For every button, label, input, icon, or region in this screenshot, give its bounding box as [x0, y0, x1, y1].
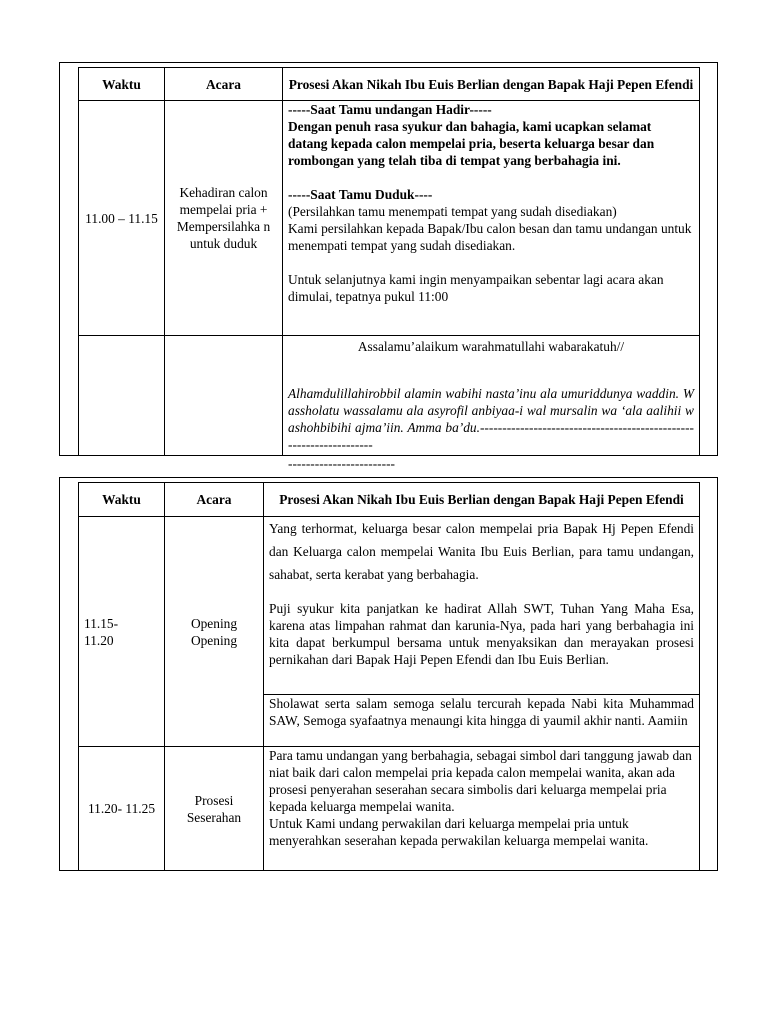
opening-prosesi [264, 517, 700, 695]
row-opening-waktu: 11.15- 11.20 [79, 517, 165, 747]
header-prosesi: Prosesi Akan Nikah Ibu Euis Berlian dengan Bapak Haji Pepen Efendi [283, 68, 700, 101]
closing-text: Untuk selanjutnya kami ingin menyampaikan sebentar lagi acara akan dimulai, tepatnya pukul 11:00 [288, 272, 664, 304]
seserahan-text-2: Untuk Kami undang perwakilan dari keluarga mempelai pria untuk menyerahkan seserahan kepada perwakilan keluarga mempelai wanita. [269, 816, 649, 848]
acara-line-2: Opening [190, 632, 238, 648]
header-acara: Acara [165, 483, 264, 517]
schedule-table-2 [78, 482, 700, 871]
acara-line-1: Opening [190, 615, 238, 631]
row2-acara [165, 336, 283, 456]
row-opening-acara [165, 517, 264, 747]
doa-text: Alhamdulillahirobbil alamin wabihi nasta’inu ala umuriddunya waddin. Wassholatu wassalamu ala asyrofil anbiyaa-i wal mursalin wa ‘ala aalihii washohbibihi ajma’iin. Amma ba’du.------------------------------------------------------------------- [288, 386, 694, 452]
header-waktu: Waktu [79, 68, 165, 101]
header-acara: Acara [165, 68, 283, 101]
row-seserahan-waktu: 11.20- 11.25 [79, 747, 165, 871]
row2-waktu [79, 336, 165, 456]
row1-acara: Kehadiran calon mempelai pria + Mempersilahka n untuk duduk [165, 101, 283, 336]
seserahan-prosesi [264, 747, 700, 871]
row2-prosesi [283, 336, 700, 456]
row1-waktu: 11.00 – 11.15 [79, 101, 165, 336]
row-seserahan-acara: Prosesi Seserahan [165, 747, 264, 871]
sholawat-text: Sholawat serta salam semoga selalu tercurah kepada Nabi kita Muhammad SAW, Semoga syafaatnya menaungi kita hingga di yaumil akhir nanti. Aamiin [264, 695, 700, 747]
puji-text: Puji syukur kita panjatkan ke hadirat Allah SWT, Tuhan Yang Maha Esa, karena atas limpahan rahmat dan karunia-Nya, pada hari yang berbahagia ini kita dapat berkumpul bersama untuk menyaksikan dan merayakan prosesi pernikahan dari Bapak Haji Pepen Efendi dan Ibu Euis Berlian. [269, 601, 694, 667]
seated-note: (Persilahkan tamu menempati tempat yang sudah disediakan) [288, 204, 617, 219]
row1-prosesi [283, 101, 700, 336]
schedule-table-1 [78, 67, 700, 456]
header-prosesi: Prosesi Akan Nikah Ibu Euis Berlian dengan Bapak Haji Pepen Efendi [264, 483, 700, 517]
arrival-text: Dengan penuh rasa syukur dan bahagia, kami ucapkan selamat datang kepada calon mempelai pria, beserta keluarga besar dan rombongan yang telah tiba di tempat yang berbahagia ini. [288, 119, 655, 168]
arrival-heading: -----Saat Tamu undangan Hadir----- [288, 102, 492, 117]
overflow-dashes: ------------------------ [288, 456, 396, 471]
seated-text: Kami persilahkan kepada Bapak/Ibu calon besan dan tamu undangan untuk menempati tempat yang sudah disediakan. [288, 221, 692, 253]
seated-heading: -----Saat Tamu Duduk---- [288, 187, 433, 202]
header-waktu: Waktu [79, 483, 165, 517]
salam-text: Assalamu’alaikum warahmatullahi wabarakatuh// [357, 339, 625, 354]
greeting-text: Yang terhormat, keluarga besar calon mempelai pria Bapak Hj Pepen Efendi dan Keluarga calon mempelai Wanita Ibu Euis Berlian, para tamu undangan, sahabat, serta kerabat yang berbahagia. [269, 521, 694, 582]
seserahan-text-1: Para tamu undangan yang berbahagia, sebagai simbol dari tanggung jawab dan niat baik dari calon mempelai pria kepada calon mempelai wanita, akan ada prosesi penyerahan seserahan secara simbolis dari keluarga mempelai pria kepada keluarga mempelai wanita. [269, 748, 692, 814]
